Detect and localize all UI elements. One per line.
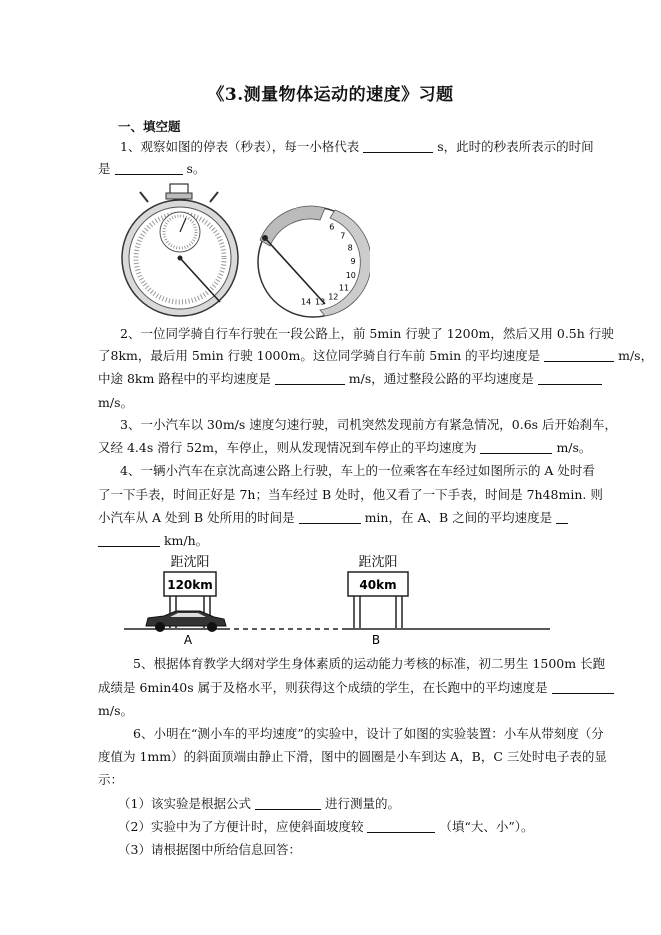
dial-number-10: 10 bbox=[345, 271, 356, 280]
q5-text-a: 成绩是 6min40s 属于及格水平，则获得这个成绩的学生，在长跑中的平均速度是 bbox=[98, 680, 548, 695]
q4-blank-2b[interactable] bbox=[98, 534, 160, 547]
q3-line-2 bbox=[98, 440, 591, 456]
dial-number-12: 12 bbox=[328, 292, 339, 302]
q5-line-1: 5、根据体育教学大纲对学生身体素质的运动能力考核的标准，初二男生 1500m 长跑 bbox=[133, 656, 606, 671]
q2-blank-3[interactable] bbox=[538, 372, 602, 385]
dial-number-9: 9 bbox=[350, 257, 356, 267]
stopwatch-figure bbox=[120, 180, 370, 320]
q1-blank-2[interactable] bbox=[115, 162, 183, 175]
sign-b-title: 距沈阳 bbox=[358, 555, 398, 570]
q2-text-d: m/s，通过整段公路的平均速度是 bbox=[348, 371, 534, 386]
q1-text-b: s，此时的秒表所表示的时间 bbox=[437, 139, 594, 154]
sign-a-value: 120km bbox=[167, 578, 213, 592]
stopwatch-icon bbox=[122, 184, 238, 316]
section-heading-fill-blank: 一、填空题 bbox=[118, 119, 181, 134]
dial-number-13: 13 bbox=[315, 297, 326, 307]
q5-line-2 bbox=[98, 680, 614, 696]
q4-blank-1[interactable] bbox=[299, 511, 361, 524]
q2-line-1: 2、一位同学骑自行车行驶在一段公路上，前 5min 行驶了 1200m，然后又用 0.5h 行驶 bbox=[120, 326, 614, 341]
q3-blank-1[interactable] bbox=[480, 441, 552, 454]
q6-line-1: 6、小明在“测小车的平均速度”的实验中，设计了如图的实验装置：小车从带刻度（分 bbox=[133, 726, 604, 741]
q2-text-b: m/s， bbox=[618, 348, 654, 363]
q6-line-2: 度值为 1mm）的斜面顶端由静止下滑，图中的圆圈是小车到达 A，B，C 三处时电子表的显 bbox=[98, 749, 607, 764]
q6-sub-2 bbox=[118, 819, 533, 835]
q5-blank-1[interactable] bbox=[552, 681, 614, 694]
sign-b-value: 40km bbox=[359, 578, 397, 592]
q2-line-3 bbox=[98, 371, 602, 387]
q6-blank-2[interactable] bbox=[367, 820, 435, 833]
q4-line-4 bbox=[98, 533, 208, 549]
q4-blank-2a[interactable] bbox=[556, 511, 568, 524]
q3-line-1: 3、一小汽车以 30m/s 速度匀速行驶，司机突然发现前方有紧急情况，0.6s 后开始刹车， bbox=[120, 417, 618, 432]
q2-line-4: m/s。 bbox=[98, 395, 133, 410]
q4-text-a: 小汽车从 A 处到 B 处所用的时间是 bbox=[98, 510, 295, 525]
q6-text-b: 进行测量的。 bbox=[324, 796, 400, 811]
q2-text-c: 中途 8km 路程中的平均速度是 bbox=[98, 371, 271, 386]
dial-number-7: 7 bbox=[340, 231, 346, 241]
q6-line-3: 示： bbox=[98, 772, 124, 787]
q3-text-b: m/s。 bbox=[556, 440, 592, 455]
q1-text-d: s。 bbox=[186, 161, 206, 176]
q6-sub-1 bbox=[118, 796, 400, 812]
q4-text-c: km/h。 bbox=[163, 533, 209, 548]
q4-line-3 bbox=[98, 510, 568, 526]
point-b-label: B bbox=[371, 633, 381, 647]
q5-line-3: m/s。 bbox=[98, 703, 133, 718]
q2-blank-2[interactable] bbox=[275, 372, 345, 385]
point-a-label: A bbox=[183, 633, 193, 647]
q1-text-c: 是 bbox=[98, 161, 111, 176]
road-figure bbox=[120, 550, 550, 650]
q4-text-b: min，在 A、B 之间的平均速度是 bbox=[364, 510, 553, 525]
dial-number-6: 6 bbox=[329, 222, 335, 232]
q3-text-a: 又经 4.4s 滑行 52m，车停止，则从发现情况到车停止的平均速度为 bbox=[98, 440, 477, 455]
q4-line-1: 4、一辆小汽车在京沈高速公路上行驶，车上的一位乘客在车经过如图所示的 A 处时看 bbox=[120, 463, 595, 478]
sign-a-title: 距沈阳 bbox=[170, 555, 210, 570]
page-title: 《3.测量物体运动的速度》习题 bbox=[207, 85, 454, 105]
dial-number-14: 14 bbox=[301, 297, 312, 307]
q6-text-c: （2）实验中为了方便计时，应使斜面坡度较 bbox=[118, 819, 364, 834]
q2-blank-1[interactable] bbox=[544, 349, 614, 362]
q1-line-2 bbox=[98, 161, 205, 177]
q1-line-1 bbox=[120, 139, 594, 155]
q2-line-2 bbox=[98, 348, 653, 364]
dial-number-11: 11 bbox=[338, 283, 350, 293]
q2-text-a: 了8km，最后用 5min 行驶 1000m。这位同学骑自行车前 5min 的平均速度是 bbox=[98, 348, 541, 363]
q6-sub-3: （3）请根据图中所给信息回答： bbox=[118, 842, 301, 857]
dial-number-8: 8 bbox=[347, 243, 353, 253]
q1-text-a: 1、观察如图的停表（秒表），每一小格代表 bbox=[120, 139, 360, 154]
q1-blank-1[interactable] bbox=[363, 140, 433, 153]
q4-line-2: 了一下手表，时间正好是 7h；当车经过 B 处时，他又看了一下手表，时间是 7h48min. 则 bbox=[98, 487, 603, 502]
q6-text-d: （填“大、小”）。 bbox=[439, 819, 534, 834]
q6-text-a: （1）该实验是根据公式 bbox=[118, 796, 251, 811]
q6-blank-1[interactable] bbox=[255, 797, 321, 810]
